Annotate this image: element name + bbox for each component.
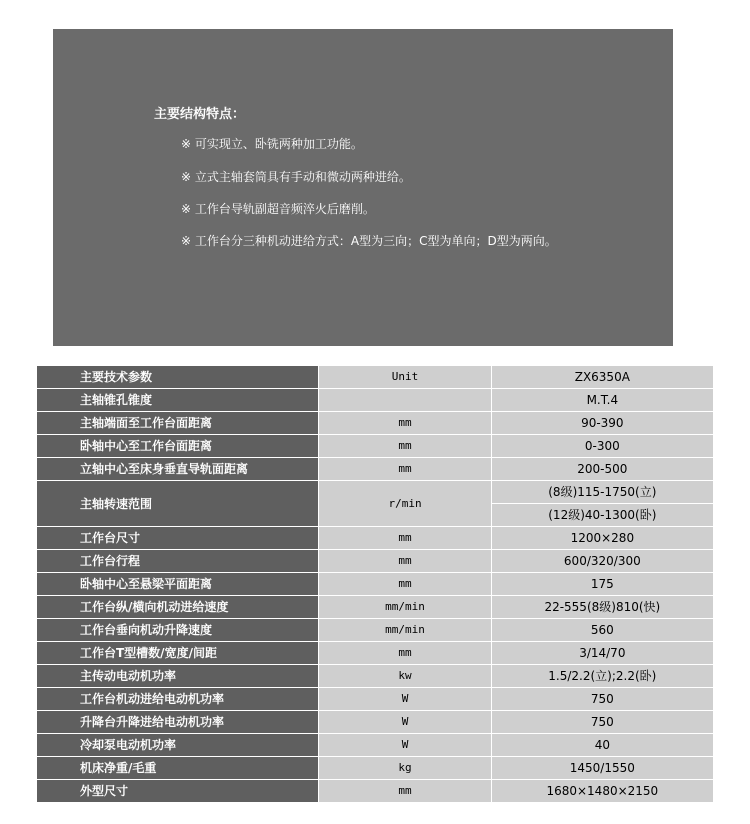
table-row xyxy=(37,757,713,779)
table-row xyxy=(37,550,713,572)
param-name: 工作台尺寸 xyxy=(37,527,318,549)
param-unit xyxy=(319,389,490,411)
param-value: 200-500 xyxy=(492,458,713,480)
param-name: 主传动电动机功率 xyxy=(37,665,318,687)
param-unit: mm xyxy=(319,573,490,595)
table-row xyxy=(37,711,713,733)
features-title: 主要结构特点： xyxy=(154,107,246,122)
param-unit: W xyxy=(319,711,490,733)
features-panel xyxy=(53,29,673,346)
table-row xyxy=(37,780,713,802)
header-value: ZX6350A xyxy=(492,366,713,388)
param-unit: mm xyxy=(319,458,490,480)
param-name: 工作台垂向机动升降速度 xyxy=(37,619,318,641)
param-name: 主轴锥孔锥度 xyxy=(37,389,318,411)
param-name: 立轴中心至床身垂直导轨面距离 xyxy=(37,458,318,480)
table-row xyxy=(37,573,713,595)
table-row xyxy=(37,734,713,756)
param-unit: mm/min xyxy=(319,596,490,618)
param-unit: mm xyxy=(319,527,490,549)
param-value: M.T.4 xyxy=(492,389,713,411)
param-unit: kw xyxy=(319,665,490,687)
param-name: 工作台机动进给电动机功率 xyxy=(37,688,318,710)
table-row xyxy=(37,688,713,710)
header-name: 主要技术参数 xyxy=(37,366,318,388)
feature-item: ※ 立式主轴套筒具有手动和微动两种进给。 xyxy=(181,170,411,184)
param-value: (12级)40-1300(卧) xyxy=(492,504,713,526)
param-name: 卧轴中心至悬梁平面距离 xyxy=(37,573,318,595)
table-row xyxy=(37,389,713,411)
param-unit: mm xyxy=(319,780,490,802)
table-row xyxy=(37,412,713,434)
table-row xyxy=(37,458,713,480)
param-unit: W xyxy=(319,734,490,756)
param-value: 0-300 xyxy=(492,435,713,457)
param-value: 750 xyxy=(492,688,713,710)
table-row xyxy=(37,619,713,641)
param-unit: mm/min xyxy=(319,619,490,641)
table-header-row xyxy=(37,366,713,388)
param-value: 600/320/300 xyxy=(492,550,713,572)
param-value: 175 xyxy=(492,573,713,595)
param-name: 升降台升降进给电动机功率 xyxy=(37,711,318,733)
param-name: 冷却泵电动机功率 xyxy=(37,734,318,756)
param-value: 3/14/70 xyxy=(492,642,713,664)
header-unit: Unit xyxy=(319,366,490,388)
spec-table xyxy=(36,365,714,803)
param-unit: r/min xyxy=(319,481,490,526)
param-name: 机床净重/毛重 xyxy=(37,757,318,779)
table-row xyxy=(37,435,713,457)
feature-item: ※ 可实现立、卧铣两种加工功能。 xyxy=(181,137,363,151)
param-unit: kg xyxy=(319,757,490,779)
param-value: 560 xyxy=(492,619,713,641)
param-unit: mm xyxy=(319,412,490,434)
param-value: 22-555(8级)810(快) xyxy=(492,596,713,618)
param-unit: W xyxy=(319,688,490,710)
table-row xyxy=(37,665,713,687)
param-value: 40 xyxy=(492,734,713,756)
param-value: 1.5/2.2(立);2.2(卧) xyxy=(492,665,713,687)
param-name: 外型尺寸 xyxy=(37,780,318,802)
param-name: 工作台纵/横向机动进给速度 xyxy=(37,596,318,618)
feature-item: ※ 工作台分三种机动进给方式：A型为三向；C型为单向；D型为两向。 xyxy=(181,234,557,248)
param-name: 卧轴中心至工作台面距离 xyxy=(37,435,318,457)
param-value: 1680×1480×2150 xyxy=(492,780,713,802)
param-value: 90-390 xyxy=(492,412,713,434)
param-name: 工作台行程 xyxy=(37,550,318,572)
param-unit: mm xyxy=(319,435,490,457)
table-row xyxy=(37,642,713,664)
param-name: 工作台T型槽数/宽度/间距 xyxy=(37,642,318,664)
param-value: 1450/1550 xyxy=(492,757,713,779)
feature-item: ※ 工作台导轨副超音频淬火后磨削。 xyxy=(181,202,375,216)
table-row xyxy=(37,527,713,549)
table-row xyxy=(37,481,713,503)
param-unit: mm xyxy=(319,550,490,572)
table-row xyxy=(37,596,713,618)
param-name: 主轴端面至工作台面距离 xyxy=(37,412,318,434)
param-value: 750 xyxy=(492,711,713,733)
param-value: (8级)115-1750(立) xyxy=(492,481,713,503)
param-unit: mm xyxy=(319,642,490,664)
param-name: 主轴转速范围 xyxy=(37,481,318,526)
param-value: 1200×280 xyxy=(492,527,713,549)
